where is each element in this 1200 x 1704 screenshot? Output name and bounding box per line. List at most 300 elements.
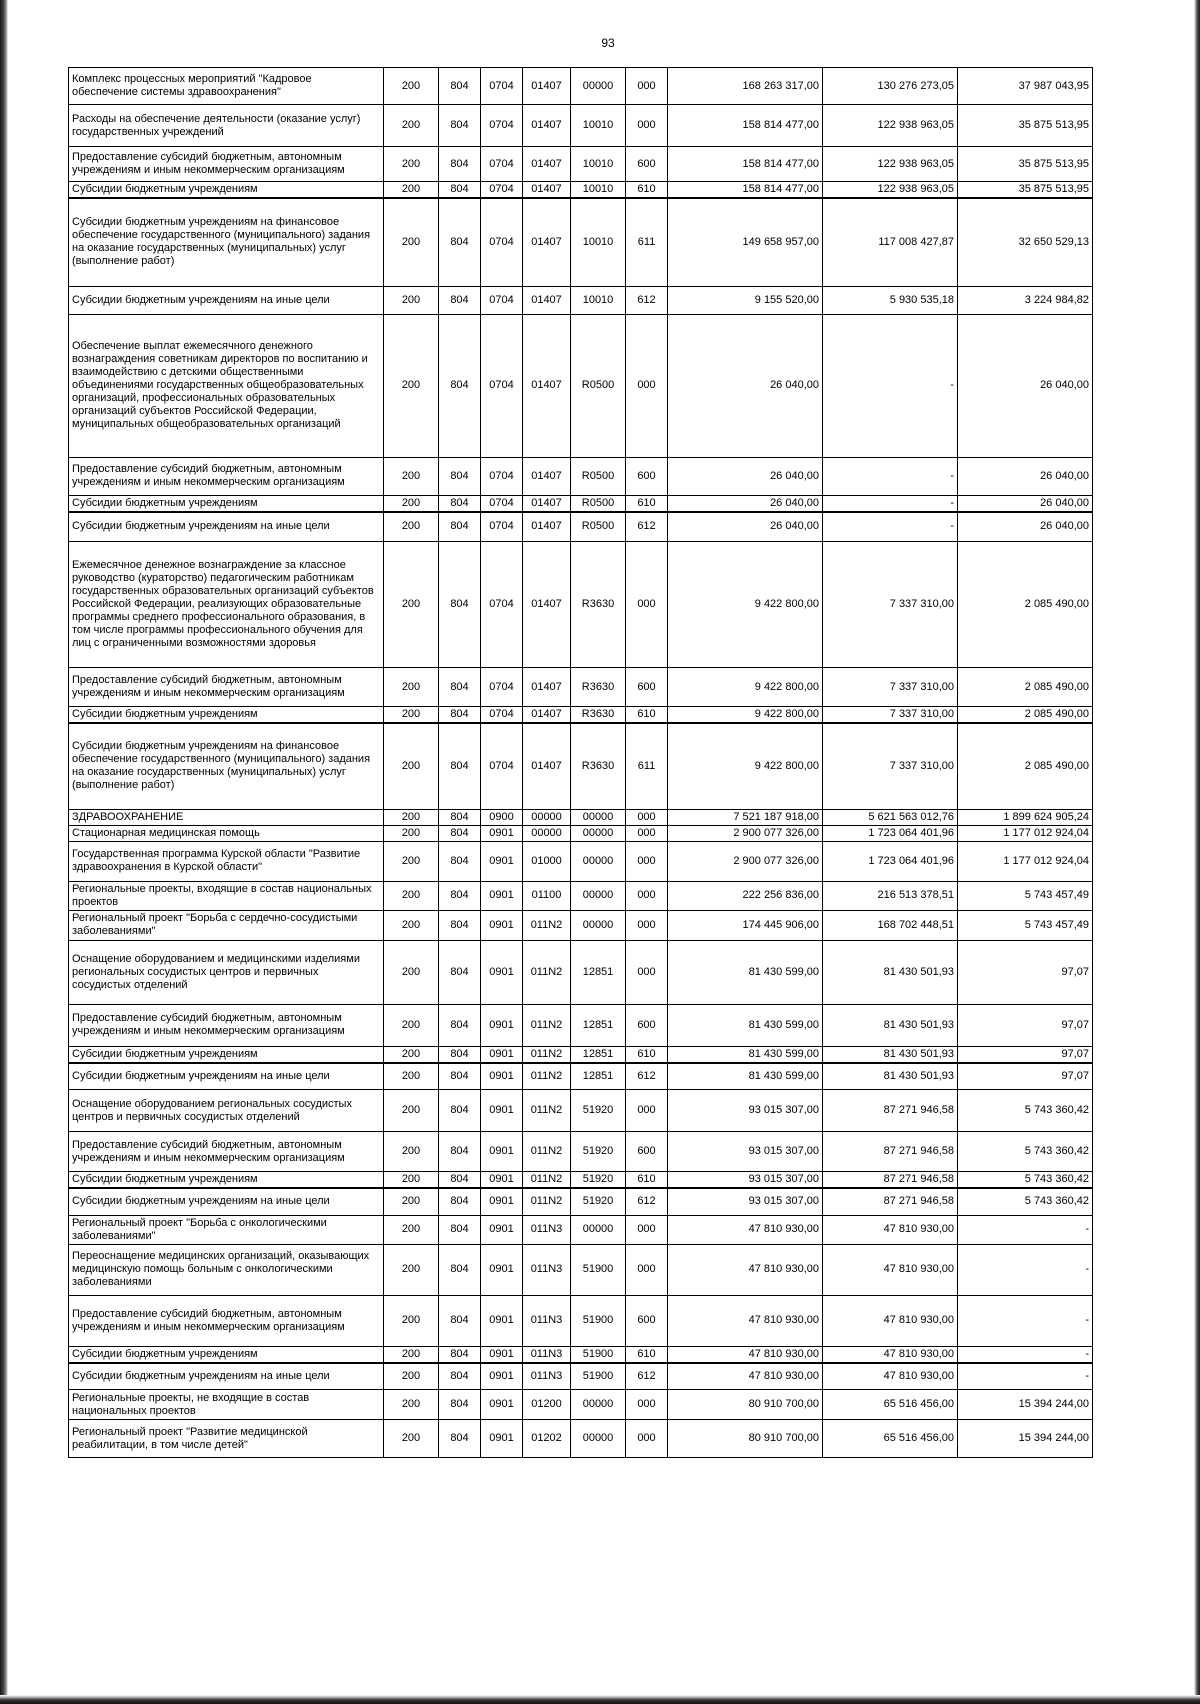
row-name: Предоставление субсидий бюджетным, автономным учреждениям и иным некоммерческим организациям	[69, 147, 384, 182]
amount-remainder: 5 743 360,42	[958, 1132, 1093, 1172]
code-direction: 10010	[571, 147, 626, 182]
row-name: Обеспечение выплат ежемесячного денежного вознаграждения советникам директоров по воспитанию и взаимодействию с детскими общественными объединениями государственных общеобразовательных организаций, профессиональных образовательных организаций субъектов Российской Федерации, муниципальных общеобразовательных организаций	[69, 314, 384, 457]
scan-edge-bottom	[0, 1695, 1200, 1704]
code-expense-type: 000	[626, 910, 668, 940]
amount-remainder: 35 875 513,95	[958, 105, 1093, 147]
code-program: 01407	[523, 314, 571, 457]
table-row	[69, 495, 1093, 512]
code-expense-type: 600	[626, 147, 668, 182]
code-program: 011N3	[523, 1295, 571, 1346]
amount-fact: 5 930 535,18	[823, 286, 958, 314]
code-admin: 200	[384, 314, 439, 457]
code-grbs: 804	[439, 1188, 481, 1215]
amount-fact: 47 810 930,00	[823, 1244, 958, 1295]
row-name: Предоставление субсидий бюджетным, автономным учреждениям и иным некоммерческим организациям	[69, 668, 384, 707]
code-admin: 200	[384, 707, 439, 724]
code-expense-type: 600	[626, 668, 668, 707]
code-direction: R3630	[571, 668, 626, 707]
code-grbs: 804	[439, 1244, 481, 1295]
amount-remainder: 5 743 457,49	[958, 881, 1093, 910]
code-program: 011N2	[523, 1188, 571, 1215]
table-row	[69, 1390, 1093, 1420]
code-expense-type: 612	[626, 1363, 668, 1390]
table-body	[69, 68, 1093, 1458]
code-expense-type: 610	[626, 495, 668, 512]
code-grbs: 804	[439, 1063, 481, 1090]
code-admin: 200	[384, 1090, 439, 1132]
code-grbs: 804	[439, 198, 481, 286]
code-admin: 200	[384, 1346, 439, 1363]
amount-plan: 81 430 599,00	[668, 1046, 823, 1063]
amount-remainder: -	[958, 1346, 1093, 1363]
row-name: Субсидии бюджетным учреждениям	[69, 1346, 384, 1363]
table-row	[69, 512, 1093, 542]
amount-fact: 117 008 427,87	[823, 198, 958, 286]
table-row	[69, 286, 1093, 314]
code-program: 011N2	[523, 1063, 571, 1090]
scan-edge-left	[0, 0, 8, 1704]
amount-remainder: -	[958, 1363, 1093, 1390]
code-section: 0704	[481, 668, 523, 707]
code-section: 0901	[481, 940, 523, 1004]
amount-fact: 87 271 946,58	[823, 1132, 958, 1172]
amount-fact: 122 938 963,05	[823, 182, 958, 199]
amount-plan: 26 040,00	[668, 512, 823, 542]
code-grbs: 804	[439, 910, 481, 940]
row-name: Региональный проект "Борьба с онкологическими заболеваниями"	[69, 1215, 384, 1244]
amount-fact: 168 702 448,51	[823, 910, 958, 940]
row-name: Субсидии бюджетным учреждениям	[69, 182, 384, 199]
amount-fact: 1 723 064 401,96	[823, 841, 958, 881]
code-section: 0901	[481, 881, 523, 910]
scan-edge-right	[1194, 0, 1200, 1704]
code-expense-type: 610	[626, 707, 668, 724]
code-direction: 00000	[571, 825, 626, 841]
row-name: Предоставление субсидий бюджетным, автономным учреждениям и иным некоммерческим организациям	[69, 1004, 384, 1046]
code-section: 0704	[481, 286, 523, 314]
row-name: Расходы на обеспечение деятельности (оказание услуг) государственных учреждений	[69, 105, 384, 147]
code-expense-type: 000	[626, 542, 668, 668]
code-admin: 200	[384, 105, 439, 147]
code-program: 01407	[523, 542, 571, 668]
code-program: 01100	[523, 881, 571, 910]
amount-fact: -	[823, 495, 958, 512]
table-row	[69, 1172, 1093, 1189]
code-expense-type: 600	[626, 1295, 668, 1346]
code-program: 01407	[523, 105, 571, 147]
code-section: 0901	[481, 1004, 523, 1046]
amount-fact: 81 430 501,93	[823, 1046, 958, 1063]
code-expense-type: 610	[626, 182, 668, 199]
code-expense-type: 000	[626, 881, 668, 910]
row-name: Предоставление субсидий бюджетным, автономным учреждениям и иным некоммерческим организациям	[69, 457, 384, 495]
code-direction: 51920	[571, 1090, 626, 1132]
code-section: 0901	[481, 1063, 523, 1090]
amount-plan: 168 263 317,00	[668, 68, 823, 105]
amount-fact: 216 513 378,51	[823, 881, 958, 910]
code-section: 0901	[481, 1390, 523, 1420]
row-name: Переоснащение медицинских организаций, оказывающих медицинскую помощь больным с онкологическими заболеваниями	[69, 1244, 384, 1295]
table-row	[69, 314, 1093, 457]
code-program: 01202	[523, 1420, 571, 1458]
table-row	[69, 1244, 1093, 1295]
amount-plan: 2 900 077 326,00	[668, 841, 823, 881]
row-name: Субсидии бюджетным учреждениям на иные цели	[69, 1063, 384, 1090]
amount-remainder: 2 085 490,00	[958, 542, 1093, 668]
amount-plan: 81 430 599,00	[668, 1063, 823, 1090]
code-program: 00000	[523, 809, 571, 825]
code-direction: 00000	[571, 1420, 626, 1458]
code-program: 01407	[523, 512, 571, 542]
row-name: Субсидии бюджетным учреждениям	[69, 495, 384, 512]
amount-plan: 26 040,00	[668, 495, 823, 512]
row-name: Государственная программа Курской области "Развитие здравоохранения в Курской области"	[69, 841, 384, 881]
code-direction: R0500	[571, 495, 626, 512]
code-grbs: 804	[439, 707, 481, 724]
amount-plan: 2 900 077 326,00	[668, 825, 823, 841]
amount-plan: 47 810 930,00	[668, 1295, 823, 1346]
code-direction: 51900	[571, 1363, 626, 1390]
code-grbs: 804	[439, 1215, 481, 1244]
amount-fact: 65 516 456,00	[823, 1420, 958, 1458]
budget-table	[68, 67, 1093, 1458]
code-program: 01407	[523, 286, 571, 314]
amount-plan: 9 155 520,00	[668, 286, 823, 314]
code-grbs: 804	[439, 1346, 481, 1363]
amount-plan: 149 658 957,00	[668, 198, 823, 286]
code-expense-type: 000	[626, 940, 668, 1004]
code-direction: 00000	[571, 1390, 626, 1420]
amount-fact: -	[823, 457, 958, 495]
code-expense-type: 000	[626, 314, 668, 457]
table-row	[69, 1346, 1093, 1363]
code-section: 0901	[481, 1346, 523, 1363]
code-direction: 00000	[571, 809, 626, 825]
code-grbs: 804	[439, 512, 481, 542]
amount-remainder: 5 743 360,42	[958, 1188, 1093, 1215]
table-row	[69, 707, 1093, 724]
code-section: 0901	[481, 1420, 523, 1458]
table-row	[69, 1215, 1093, 1244]
code-direction: 12851	[571, 940, 626, 1004]
table-row	[69, 68, 1093, 105]
code-expense-type: 611	[626, 723, 668, 809]
code-admin: 200	[384, 668, 439, 707]
code-section: 0704	[481, 105, 523, 147]
code-program: 01407	[523, 182, 571, 199]
amount-plan: 9 422 800,00	[668, 542, 823, 668]
row-name: Субсидии бюджетным учреждениям	[69, 1172, 384, 1189]
amount-remainder: 1 899 624 905,24	[958, 809, 1093, 825]
code-direction: 12851	[571, 1063, 626, 1090]
code-grbs: 804	[439, 1363, 481, 1390]
amount-plan: 47 810 930,00	[668, 1244, 823, 1295]
page-number: 93	[601, 36, 615, 50]
code-program: 011N2	[523, 940, 571, 1004]
code-admin: 200	[384, 457, 439, 495]
table-row	[69, 940, 1093, 1004]
code-expense-type: 600	[626, 1132, 668, 1172]
code-grbs: 804	[439, 147, 481, 182]
code-section: 0901	[481, 1172, 523, 1189]
table-row	[69, 1004, 1093, 1046]
row-name: Ежемесячное денежное вознаграждение за классное руководство (кураторство) педагогическим работникам государственных образовательных организаций субъектов Российской Федерации, реализующих образовательные программы среднего профессионального образования, в том числе программы профессионального обучения для лиц с ограниченными возможностями здоровья	[69, 542, 384, 668]
code-expense-type: 000	[626, 1390, 668, 1420]
amount-plan: 93 015 307,00	[668, 1132, 823, 1172]
code-grbs: 804	[439, 1090, 481, 1132]
amount-remainder: -	[958, 1244, 1093, 1295]
code-program: 011N2	[523, 1090, 571, 1132]
code-expense-type: 000	[626, 105, 668, 147]
code-direction: 12851	[571, 1046, 626, 1063]
amount-remainder: 2 085 490,00	[958, 668, 1093, 707]
row-name: Стационарная медицинская помощь	[69, 825, 384, 841]
code-section: 0704	[481, 723, 523, 809]
table-row	[69, 1063, 1093, 1090]
code-expense-type: 612	[626, 286, 668, 314]
amount-remainder: 5 743 457,49	[958, 910, 1093, 940]
code-direction: 00000	[571, 68, 626, 105]
code-direction: R0500	[571, 457, 626, 495]
code-program: 011N2	[523, 1046, 571, 1063]
amount-fact: 122 938 963,05	[823, 147, 958, 182]
code-program: 011N3	[523, 1363, 571, 1390]
code-grbs: 804	[439, 1295, 481, 1346]
amount-remainder: 97,07	[958, 1046, 1093, 1063]
code-grbs: 804	[439, 668, 481, 707]
code-program: 011N3	[523, 1215, 571, 1244]
amount-fact: 47 810 930,00	[823, 1215, 958, 1244]
code-direction: 10010	[571, 198, 626, 286]
code-direction: 51920	[571, 1188, 626, 1215]
code-grbs: 804	[439, 1004, 481, 1046]
table-row	[69, 881, 1093, 910]
row-name: Предоставление субсидий бюджетным, автономным учреждениям и иным некоммерческим организациям	[69, 1295, 384, 1346]
code-admin: 200	[384, 881, 439, 910]
table-row	[69, 1188, 1093, 1215]
code-direction: R3630	[571, 707, 626, 724]
code-expense-type: 000	[626, 1215, 668, 1244]
code-direction: 51900	[571, 1244, 626, 1295]
table-row	[69, 198, 1093, 286]
code-program: 00000	[523, 825, 571, 841]
amount-remainder: 5 743 360,42	[958, 1090, 1093, 1132]
row-name: Субсидии бюджетным учреждениям на финансовое обеспечение государственного (муниципального) задания на оказание государственных (муниципальных) услуг (выполнение работ)	[69, 198, 384, 286]
code-section: 0704	[481, 495, 523, 512]
table-row	[69, 1090, 1093, 1132]
code-grbs: 804	[439, 809, 481, 825]
code-direction: 51920	[571, 1172, 626, 1189]
amount-remainder: 97,07	[958, 1063, 1093, 1090]
code-admin: 200	[384, 940, 439, 1004]
amount-remainder: 15 394 244,00	[958, 1420, 1093, 1458]
amount-fact: 7 337 310,00	[823, 707, 958, 724]
code-section: 0704	[481, 512, 523, 542]
code-admin: 200	[384, 68, 439, 105]
amount-plan: 80 910 700,00	[668, 1390, 823, 1420]
code-grbs: 804	[439, 495, 481, 512]
code-direction: 51900	[571, 1346, 626, 1363]
code-admin: 200	[384, 512, 439, 542]
code-expense-type: 000	[626, 1090, 668, 1132]
code-section: 0901	[481, 1215, 523, 1244]
code-grbs: 804	[439, 68, 481, 105]
code-expense-type: 610	[626, 1346, 668, 1363]
amount-fact: 1 723 064 401,96	[823, 825, 958, 841]
code-admin: 200	[384, 542, 439, 668]
code-admin: 200	[384, 182, 439, 199]
code-grbs: 804	[439, 105, 481, 147]
code-grbs: 804	[439, 286, 481, 314]
code-section: 0901	[481, 1244, 523, 1295]
code-section: 0901	[481, 825, 523, 841]
amount-remainder: 5 743 360,42	[958, 1172, 1093, 1189]
code-grbs: 804	[439, 457, 481, 495]
code-program: 01407	[523, 68, 571, 105]
amount-plan: 7 521 187 918,00	[668, 809, 823, 825]
amount-remainder: 97,07	[958, 1004, 1093, 1046]
amount-remainder: 26 040,00	[958, 495, 1093, 512]
code-program: 011N2	[523, 910, 571, 940]
amount-plan: 158 814 477,00	[668, 147, 823, 182]
code-direction: 51900	[571, 1295, 626, 1346]
table-row	[69, 182, 1093, 199]
amount-fact: 7 337 310,00	[823, 723, 958, 809]
table-row	[69, 457, 1093, 495]
code-direction: 10010	[571, 182, 626, 199]
code-direction: 00000	[571, 910, 626, 940]
row-name: Региональные проекты, не входящие в состав национальных проектов	[69, 1390, 384, 1420]
amount-plan: 26 040,00	[668, 457, 823, 495]
amount-plan: 93 015 307,00	[668, 1188, 823, 1215]
row-name: Предоставление субсидий бюджетным, автономным учреждениям и иным некоммерческим организациям	[69, 1132, 384, 1172]
row-name: Комплекс процессных мероприятий "Кадровое обеспечение системы здравоохранения"	[69, 68, 384, 105]
row-name: Региональный проект "Развитие медицинской реабилитации, в том числе детей"	[69, 1420, 384, 1458]
amount-plan: 158 814 477,00	[668, 105, 823, 147]
code-direction: 00000	[571, 1215, 626, 1244]
amount-remainder: -	[958, 1295, 1093, 1346]
amount-remainder: 97,07	[958, 940, 1093, 1004]
row-name: Региональный проект "Борьба с сердечно-сосудистыми заболеваниями"	[69, 910, 384, 940]
amount-fact: 5 621 563 012,76	[823, 809, 958, 825]
code-admin: 200	[384, 1295, 439, 1346]
code-expense-type: 000	[626, 1420, 668, 1458]
code-expense-type: 000	[626, 68, 668, 105]
code-admin: 200	[384, 286, 439, 314]
row-name: Оснащение оборудованием региональных сосудистых центров и первичных сосудистых отделений	[69, 1090, 384, 1132]
code-direction: 10010	[571, 286, 626, 314]
code-program: 01407	[523, 723, 571, 809]
code-admin: 200	[384, 723, 439, 809]
row-name: Оснащение оборудованием и медицинскими изделиями региональных сосудистых центров и первичных сосудистых отделений	[69, 940, 384, 1004]
table-row	[69, 1132, 1093, 1172]
table-row	[69, 809, 1093, 825]
code-section: 0704	[481, 707, 523, 724]
code-grbs: 804	[439, 1046, 481, 1063]
row-name: Региональные проекты, входящие в состав национальных проектов	[69, 881, 384, 910]
code-admin: 200	[384, 809, 439, 825]
amount-fact: 47 810 930,00	[823, 1295, 958, 1346]
amount-plan: 81 430 599,00	[668, 1004, 823, 1046]
code-section: 0900	[481, 809, 523, 825]
code-direction: R3630	[571, 723, 626, 809]
code-admin: 200	[384, 1188, 439, 1215]
code-program: 011N2	[523, 1004, 571, 1046]
table-row	[69, 1046, 1093, 1063]
code-admin: 200	[384, 1004, 439, 1046]
code-expense-type: 000	[626, 825, 668, 841]
code-expense-type: 600	[626, 457, 668, 495]
amount-remainder: 1 177 012 924,04	[958, 841, 1093, 881]
amount-fact: 81 430 501,93	[823, 940, 958, 1004]
amount-fact: 122 938 963,05	[823, 105, 958, 147]
amount-plan: 81 430 599,00	[668, 940, 823, 1004]
amount-remainder: 26 040,00	[958, 457, 1093, 495]
amount-fact: 87 271 946,58	[823, 1188, 958, 1215]
code-admin: 200	[384, 1420, 439, 1458]
code-grbs: 804	[439, 723, 481, 809]
amount-plan: 158 814 477,00	[668, 182, 823, 199]
code-expense-type: 000	[626, 809, 668, 825]
table-row	[69, 668, 1093, 707]
code-section: 0901	[481, 1132, 523, 1172]
code-expense-type: 600	[626, 1004, 668, 1046]
amount-remainder: 15 394 244,00	[958, 1390, 1093, 1420]
amount-fact: 130 276 273,05	[823, 68, 958, 105]
amount-remainder: 3 224 984,82	[958, 286, 1093, 314]
code-admin: 200	[384, 1390, 439, 1420]
code-program: 01407	[523, 457, 571, 495]
code-grbs: 804	[439, 825, 481, 841]
row-name: Субсидии бюджетным учреждениям на иные цели	[69, 1188, 384, 1215]
code-program: 01407	[523, 147, 571, 182]
code-grbs: 804	[439, 1390, 481, 1420]
amount-plan: 9 422 800,00	[668, 668, 823, 707]
amount-remainder: -	[958, 1215, 1093, 1244]
amount-plan: 93 015 307,00	[668, 1090, 823, 1132]
amount-fact: 65 516 456,00	[823, 1390, 958, 1420]
amount-plan: 174 445 906,00	[668, 910, 823, 940]
code-section: 0704	[481, 457, 523, 495]
code-program: 01407	[523, 668, 571, 707]
amount-fact: 47 810 930,00	[823, 1363, 958, 1390]
amount-fact: 87 271 946,58	[823, 1090, 958, 1132]
amount-fact: 47 810 930,00	[823, 1346, 958, 1363]
code-section: 0901	[481, 1363, 523, 1390]
row-name: Субсидии бюджетным учреждениям на иные цели	[69, 1363, 384, 1390]
code-admin: 200	[384, 1063, 439, 1090]
amount-plan: 47 810 930,00	[668, 1346, 823, 1363]
code-expense-type: 000	[626, 1244, 668, 1295]
code-expense-type: 610	[626, 1172, 668, 1189]
code-grbs: 804	[439, 1132, 481, 1172]
amount-fact: -	[823, 512, 958, 542]
code-direction: 00000	[571, 841, 626, 881]
code-admin: 200	[384, 825, 439, 841]
amount-plan: 9 422 800,00	[668, 723, 823, 809]
code-grbs: 804	[439, 542, 481, 668]
amount-remainder: 35 875 513,95	[958, 182, 1093, 199]
code-section: 0901	[481, 910, 523, 940]
amount-plan: 80 910 700,00	[668, 1420, 823, 1458]
code-section: 0704	[481, 68, 523, 105]
code-grbs: 804	[439, 182, 481, 199]
code-expense-type: 612	[626, 512, 668, 542]
code-program: 01000	[523, 841, 571, 881]
code-admin: 200	[384, 198, 439, 286]
amount-fact: 87 271 946,58	[823, 1172, 958, 1189]
code-grbs: 804	[439, 881, 481, 910]
